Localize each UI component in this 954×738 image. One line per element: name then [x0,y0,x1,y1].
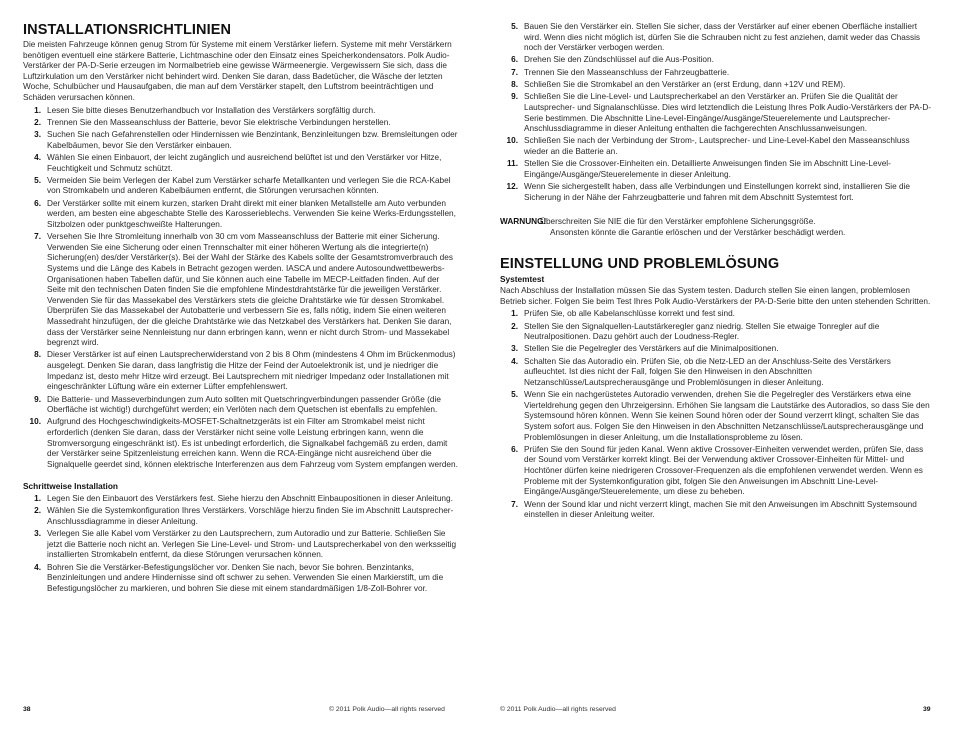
list-item-number: 1. [34,105,41,115]
list-item-number: 5. [34,175,41,185]
list-item-number: 2. [511,321,518,331]
list-item-text: Legen Sie den Einbauort des Verstärkers fest. Siehe hierzu den Abschnitt Einbaupositionen in dieser Anleitung. [47,493,453,503]
list-item [23,118,460,129]
right-column [500,22,932,522]
section-title-installation: INSTALLATIONSRICHTLINIEN [23,22,232,38]
warning-text: Überschreiten Sie NIE die für den Verstärker empfohlene Sicherungsgröße. [540,217,816,227]
list-item [23,176,460,197]
list-item-number: 5. [511,390,518,400]
list-item-number: 4. [511,356,518,366]
list-item-text: Stellen Sie die Crossover-Einheiten ein. Detaillierte Anweisungen finden Sie im Abschnitt Line-Level-Eingänge/Ausgänge/Steuerelemente in dieser Anleitung. [524,159,891,179]
list-item-number: 3. [34,529,41,539]
list-item-text: Prüfen Sie, ob alle Kabelanschlüsse korrekt und fest sind. [524,309,735,319]
list-item-number: 6. [511,55,518,65]
list-item [500,182,932,203]
list-item [23,529,460,561]
installation-intro: Die meisten Fahrzeuge können genug Strom für Systeme mit einem Verstärker liefern. Systeme mit mehr Verstärkern benötigen eventuell eine stärkere Batterie, Lichtmaschine oder den Einsatz eines Speicherkondensators. Polk Audio-Verstärker der PA-D-Serie erzeugen im Normalbetrieb eine gewisse Wärmeenergie. Vergewissern Sie sich, dass die Luftzirkulation um den Verstärker nicht behindert wird. Denken Sie daran, dass Badetücher, die Wäsche der letzten Woche, Schulbücher und Hausaufgaben, die man auf dem Verstärker stapelt, den Luftstrom beeinträchtigen und Schäden verursachen können. [23,40,452,102]
list-item [23,395,460,416]
list-item-text: Trennen Sie den Masseanschluss der Batterie, bevor Sie elektrische Verbindungen herstellen. [47,117,391,127]
list-item-text: Drehen Sie den Zündschlüssel auf die Aus-Position. [524,55,714,65]
list-item-text: Lesen Sie bitte dieses Benutzerhandbuch vor Installation des Verstärkers sorgfältig durch. [47,105,376,115]
list-item-number: 8. [511,80,518,90]
list-item [500,357,932,389]
list-item [23,506,460,527]
list-item-number: 6. [511,444,518,454]
list-item-text: Schließen Sie die Stromkabel an den Verstärker an (erst Erdung, dann +12V und REM). [524,80,846,90]
list-item-number: 11. [506,159,518,169]
warning-label: WARNUNG! [500,217,547,227]
list-item-text: Prüfen Sie den Sound für jeden Kanal. Wenn aktive Crossover-Einheiten verwendet werden, prüfen Sie, dass der Sound vom Verstärker korrekt klingt. Bei der Verwendung aktiver Crossover-Einheiten für Mittel- und Hochtöner dürfen keine niedrigeren Crossover-Frequenzen als die empfohlenen verwendet werden. Wenn es Probleme mit der Systemkonfiguration gibt, folgen Sie den Anweisungen im Abschnitt Line-Level-Eingänge/Ausgänge/Steuerelemente, um diese zu beheben. [524,444,924,497]
list-item [500,136,932,157]
stepwise-installation-heading: Schrittweise Installation [23,481,118,492]
list-item-number: 9. [511,92,518,102]
list-item-text: Wählen Sie einen Einbauort, der leicht zugänglich und ausreichend belüftet ist und den Verstärker vor Hitze, Feuchtigkeit und Schmutz schützt. [47,153,442,173]
list-item [500,22,932,54]
list-item-text: Vermeiden Sie beim Verlegen der Kabel zum Verstärker scharfe Metallkanten und verlegen Sie die RCA-Kabel von Stromkabeln und anderen Kabelbäumen entfernt, die Störungen verursachen könnten. [47,175,451,196]
list-item-text: Stellen Sie die Pegelregler des Verstärkers auf die Minimalpositionen. [524,344,779,354]
systemtest-intro: Nach Abschluss der Installation müssen Sie das System testen. Dadurch stellen Sie einen langen, problemlosen Betrieb sicher. Folgen Sie beim Test Ihres Polk Audio-Verstärkers der PA-D-Serie bitte den unten stehenden Schritten. [500,286,931,306]
list-item [500,55,932,66]
section-title-troubleshooting: EINSTELLUNG UND PROBLEMLÖSUNG [500,255,780,272]
systemtest-list [500,309,932,520]
list-item [23,417,460,470]
list-item-number: 3. [34,130,41,140]
list-item-number: 5. [511,22,518,31]
copyright-left: © 2011 Polk Audio—all rights reserved [329,706,445,713]
list-item-number: 3. [511,344,518,354]
list-item-number: 8. [34,350,41,360]
list-item-text: Suchen Sie nach Gefahrenstellen oder Hindernissen wie Benzintank, Benzinleitungen bzw. Bremsleitungen oder Kabelbäumen, bevor Sie den Verstärker einbauen. [47,130,458,150]
list-item-text: Trennen Sie den Masseanschluss der Fahrzeugbatterie. [524,67,730,77]
list-item [500,309,932,320]
list-item-text: Schließen Sie die Line-Level- und Lautsprecherkabel an den Verstärker an. Prüfen Sie die Qualität der Lautsprecher- und Signalanschlüsse. Dies wird letztendlich die Leistung Ihres Polk Audio-Verstärkers der PA-D-Serie bestimmen. Die Abschnitte Line-Level-Eingänge/Ausgänge/Steuerelemente und Lautsprecher-Anschlussdiagramme in dieser Anleitung enthalten die fachgerechten Anschlussanweisungen. [524,92,932,134]
list-item-number: 4. [34,562,41,572]
list-item-text: Der Verstärker sollte mit einem kurzen, starken Draht direkt mit einer blanken Metallstelle am Auto verbunden werden, am besten eine abgeschabte Stelle des Karosserieblechs. Verwenden Sie keine Werks-Erdungsstellen, Sitzbolzen oder punktgeschweißte Halterungen. [47,198,456,229]
list-item-text: Schließen Sie nach der Verbindung der Strom-, Lautsprecher- und Line-Level-Kabel den Masseanschluss wieder an die Batterie an. [524,136,910,156]
list-item-number: 7. [511,67,518,77]
list-item-number: 9. [34,394,41,404]
list-item-number: 2. [34,506,41,516]
list-item [23,130,460,151]
list-item [500,322,932,343]
list-item-text: Bohren Sie die Verstärker-Befestigungslöcher vor. Denken Sie nach, bevor Sie bohren. Benzintanks, Benzinleitungen und andere Hindernisse sind oft schwer zu sehen. Verwenden Sie einen Markierstift, um die Befestigungslöcher zu markieren, und bohren Sie diese mit einem standardmäßigen 1/8-Zoll-Bohrer vor. [47,562,444,593]
list-item-number: 12. [506,182,518,192]
list-item [23,106,460,117]
left-column [23,22,460,596]
list-item-text: Die Batterie- und Masseverbindungen zum Auto sollten mit Quetschringverbindungen passender Größe (die Oberfläche ist wichtig!) durchgeführt werden; ein Verlöten nach dem Quetschen ist ebenfalls zu empfehlen. [47,394,441,415]
list-item [500,68,932,79]
list-item-number: 4. [34,153,41,162]
list-item-text: Versehen Sie Ihre Stromleitung innerhalb von 30 cm vom Masseanschluss der Batterie mit einer Sicherung. Verwenden Sie eine Sicherung oder einen Trennschalter mit einer höheren Wertung als die integrierte(n) Sicherung(en) des/der Verstärker(s). Bei der Wahl der Stärke des Kabels sollte der Gesamtstromverbrauch des Systems und die Länge des Kabels in Betracht gezogen werden. IASCA und andere Autosoundwettbewerbs-Organisationen haben Tabellen dafür, und Sie können auch eine Tabelle im MECP-Leitfaden finden. Auf der Seite mit den technischen Daten finden Sie die empfohlene Mindestdrahtstärke für die jeweiligen Verstärker. Verwenden Sie für das Massekabel des Verstärkers stets die gleiche Drahtstärke wie für dessen Stromkabel. Überprüfen Sie das Massekabel der Autobatterie und verbessern Sie es, falls nötig, indem Sie einen weiteren Massedraht hinzufügen, der die gleiche Drahtstärke wie das Netzkabel des Verstärkers hat. Denken Sie daran, dass der Verstärker seine Nennleistung nur dann erbringen kann, wenn er nicht durch Strom- und Massekabel begrenzt wird. [47,232,453,348]
list-item [500,390,932,443]
page-number-left: 38 [23,706,31,713]
warning-block [500,217,932,238]
list-item-text: Wenn Sie ein nachgerüstetes Autoradio verwenden, drehen Sie die Pegelregler des Verstärkers etwa eine Vierteldrehung gegen den Uhrzeigersinn. Erhöhen Sie langsam die Lautstärke des Autoradios, so dass Sie den Systemsound hören können. Wenn Sie keinen Sound hören oder der Sound verzerrt klingt, schalten Sie das System sofort aus. Folgen Sie den Hinweisen in den Abschnitten Netzanschlüsse/Lautsprecherausgänge und Problemlösungen in dieser Anleitung, um die Installationsprobleme zu lösen. [524,390,930,442]
page-right [477,0,954,738]
list-item [23,494,460,505]
list-item-number: 7. [511,499,518,509]
list-item [23,199,460,231]
list-item-text: Wählen Sie die Systemkonfiguration Ihres Verstärkers. Vorschläge hierzu finden Sie im Abschnitt Lautsprecher-Anschlussdiagramme in dieser Anleitung. [47,506,454,526]
page-number-right: 39 [923,706,931,713]
warning-text-2: Ansonsten könnte die Garantie erlöschen und der Verstärker beschädigt werden. [550,227,846,237]
list-item [23,232,460,349]
list-item [500,500,932,521]
list-item-number: 1. [511,309,518,319]
list-item-text: Bauen Sie den Verstärker ein. Stellen Sie sicher, dass der Verstärker auf einer ebenen Oberfläche installiert wird. Wenn dies nicht möglich ist, dürfen Sie die Schrauben nicht zu fest anziehen, damit weder das Chassis noch der Verstärker verbogen werden. [524,22,921,53]
list-item [23,153,460,174]
systemtest-heading: Systemtest [500,273,545,284]
list-item-text: Verlegen Sie alle Kabel vom Verstärker zu den Lautsprechern, zum Autoradio und zur Batterie. Schließen Sie jetzt die Batterie noch nicht an. Verlegen Sie Line-Level- und Strom- und Lautsprecherkabel von den werksseitig installierten Stromkabeln entfernt, da diese Störungen verursachen können. [47,529,457,560]
copyright-right: © 2011 Polk Audio—all rights reserved [500,706,616,713]
list-item [500,80,932,91]
list-item-text: Dieser Verstärker ist auf einen Lautsprecherwiderstand von 2 bis 8 Ohm (mindestens 4 Ohm im Brückenmodus) ausgelegt. Denken Sie daran, dass langfristig die Hitze der Feind der Autoelektronik ist, und je niedriger die Impedanz ist, desto mehr Hitze wird erzeugt. Bei Lautsprechern mit niedriger Impedanz oder Installationen mit eingeschränkter Lüftung wäre ein externer Lüfter empfehlenswert. [47,350,456,392]
list-item-text: Wenn der Sound klar und nicht verzerrt klingt, machen Sie mit den Anweisungen im Abschnitt Systemsound einstellen in dieser Anleitung weiter. [524,499,917,520]
list-item-text: Aufgrund des Hochgeschwindigkeits-MOSFET-Schaltnetzgeräts ist ein Filter am Stromkabel meist nicht erforderlich (denken Sie daran, dass der Verstärker nicht seine volle Leistung erbringen kann, wenn die Stromversorgung eingeschränkt ist). Es ist unbedingt erforderlich, die Signalkabel fachgemäß zu erden, damit der Verstärker seine Spitzenleistung erreichen kann. Wenn die RCA-Eingänge nicht ausreichend über die Signalquelle geerdet sind, können elektrische Interferenzen aus dem Fahrzeug vom System empfangen werden. [47,417,458,469]
list-item-number: 6. [34,198,41,208]
list-item-number: 10. [29,417,41,427]
list-item [500,344,932,355]
list-item-number: 2. [34,117,41,127]
list-item-number: 1. [34,493,41,503]
installation-steps-continued [500,22,932,203]
list-item [500,159,932,180]
stepwise-list [23,494,460,594]
list-item-text: Schalten Sie das Autoradio ein. Prüfen Sie, ob die Netz-LED an der Anschluss-Seite des Verstärkers aufleuchtet. Ist dies nicht der Fall, folgen Sie den Hinweisen in den Abschnitten Netzanschlüsse/Lautsprecherausgänge und Problemlösungen in dieser Anleitung. [524,356,891,387]
list-item [23,563,460,595]
list-item-text: Stellen Sie den Signalquellen-Lautstärkeregler ganz niedrig. Stellen Sie etwaige Tonregler auf die Neutralpositionen. Dazu gehört auch der Loudness-Regler. [524,321,880,342]
list-item [23,350,460,392]
list-item [500,92,932,134]
guidelines-list [23,106,460,471]
list-item-number: 10. [506,136,518,146]
list-item-number: 7. [34,232,41,242]
list-item [500,445,932,498]
list-item-text: Wenn Sie sichergestellt haben, dass alle Verbindungen und Einstellungen korrekt sind, installieren Sie die Sicherung in der Nähe der Fahrzeugbatterie und fahren mit dem Abschnitt Systemtest fort. [524,182,911,202]
